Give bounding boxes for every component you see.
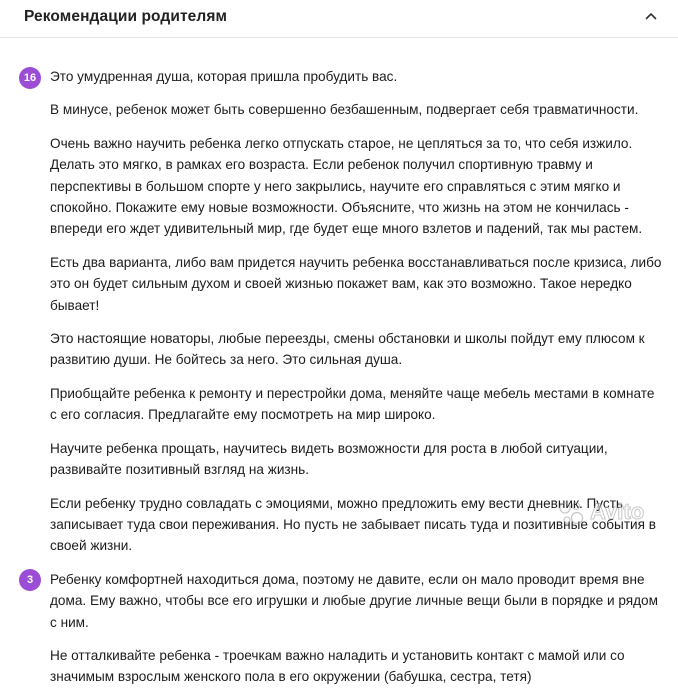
accordion-content [0, 38, 678, 700]
recommendation-paragraph: Очень важно научить ребенка легко отпускать старое, не цепляться за то, что себя изжило. Делать это мягко, в рамках его возраста. Если ребенок получил спортивную травму и перспективы в большом спорте у него закрылись, научите его справляться с этим мягко и спокойно. Покажите ему новые возможности. Объясните, что жизнь на этом не кончилась - впереди его ждет удивительный мир, где будет еще много взлетов и падений, так мы растем. [50, 135, 643, 237]
number-badge: 16 [19, 67, 41, 89]
recommendation-paragraph: Есть два варианта, либо вам придется научить ребенка восстанавливаться после кризиса, либо это он будет сильным духом и своей жизнью покажет вам, как это возможно. Такое нередко бывает! [50, 254, 662, 313]
recommendation-paragraph: В минусе, ребенок может быть совершенно безбашенным, подвергает себя травматичности. [50, 102, 639, 118]
accordion-header[interactable] [0, 0, 678, 38]
number-badge: 3 [19, 569, 41, 591]
recommendation-paragraph: Научите ребенка прощать, научитесь видеть возможности для роста в любой ситуации, развивайте позитивный взгляд на жизнь. [50, 440, 608, 478]
number-section-3 [0, 569, 678, 688]
recommendation-paragraph: Если ребенку трудно совладать с эмоциями, можно предложить ему вести дневник. Пусть записывает туда свои переживания. Но пусть не забывает писать туда и позитивные события в своей жизни. [50, 495, 656, 554]
recommendation-paragraph: Приобщайте ребенка к ремонту и перестройки дома, меняйте чаще мебель местами в комнате с его согласия. Предлагайте ему посмотреть на мир широко. [50, 385, 655, 423]
recommendation-paragraph: Это настоящие новаторы, любые переезды, смены обстановки и школы пойдут ему плюсом к развитию души. Не бойтесь за него. Это сильная душа. [50, 331, 645, 368]
avito-watermark [556, 498, 668, 528]
watermark-text: Avito [590, 499, 645, 524]
recommendation-paragraph: Не отталкивайте ребенка - троечкам важно наладить и установить контакт с мамой или со значимым взрослым женского пола в его окружении (бабушка, сестра, тетя) [50, 647, 625, 685]
number-section-16 [0, 38, 678, 557]
avito-logo-icon [556, 498, 586, 528]
chevron-up-icon[interactable] [644, 9, 658, 23]
section-title: Рекомендации родителям [24, 8, 228, 25]
recommendation-paragraph: Ребенку комфортней находиться дома, поэтому не давите, если он мало проводит время вне дома. Ему важно, чтобы все его игрушки и любые другие личные вещи были в порядке и рядом с ним. [50, 571, 658, 630]
recommendation-paragraph: Это умудренная душа, которая пришла пробудить вас. [50, 69, 398, 84]
